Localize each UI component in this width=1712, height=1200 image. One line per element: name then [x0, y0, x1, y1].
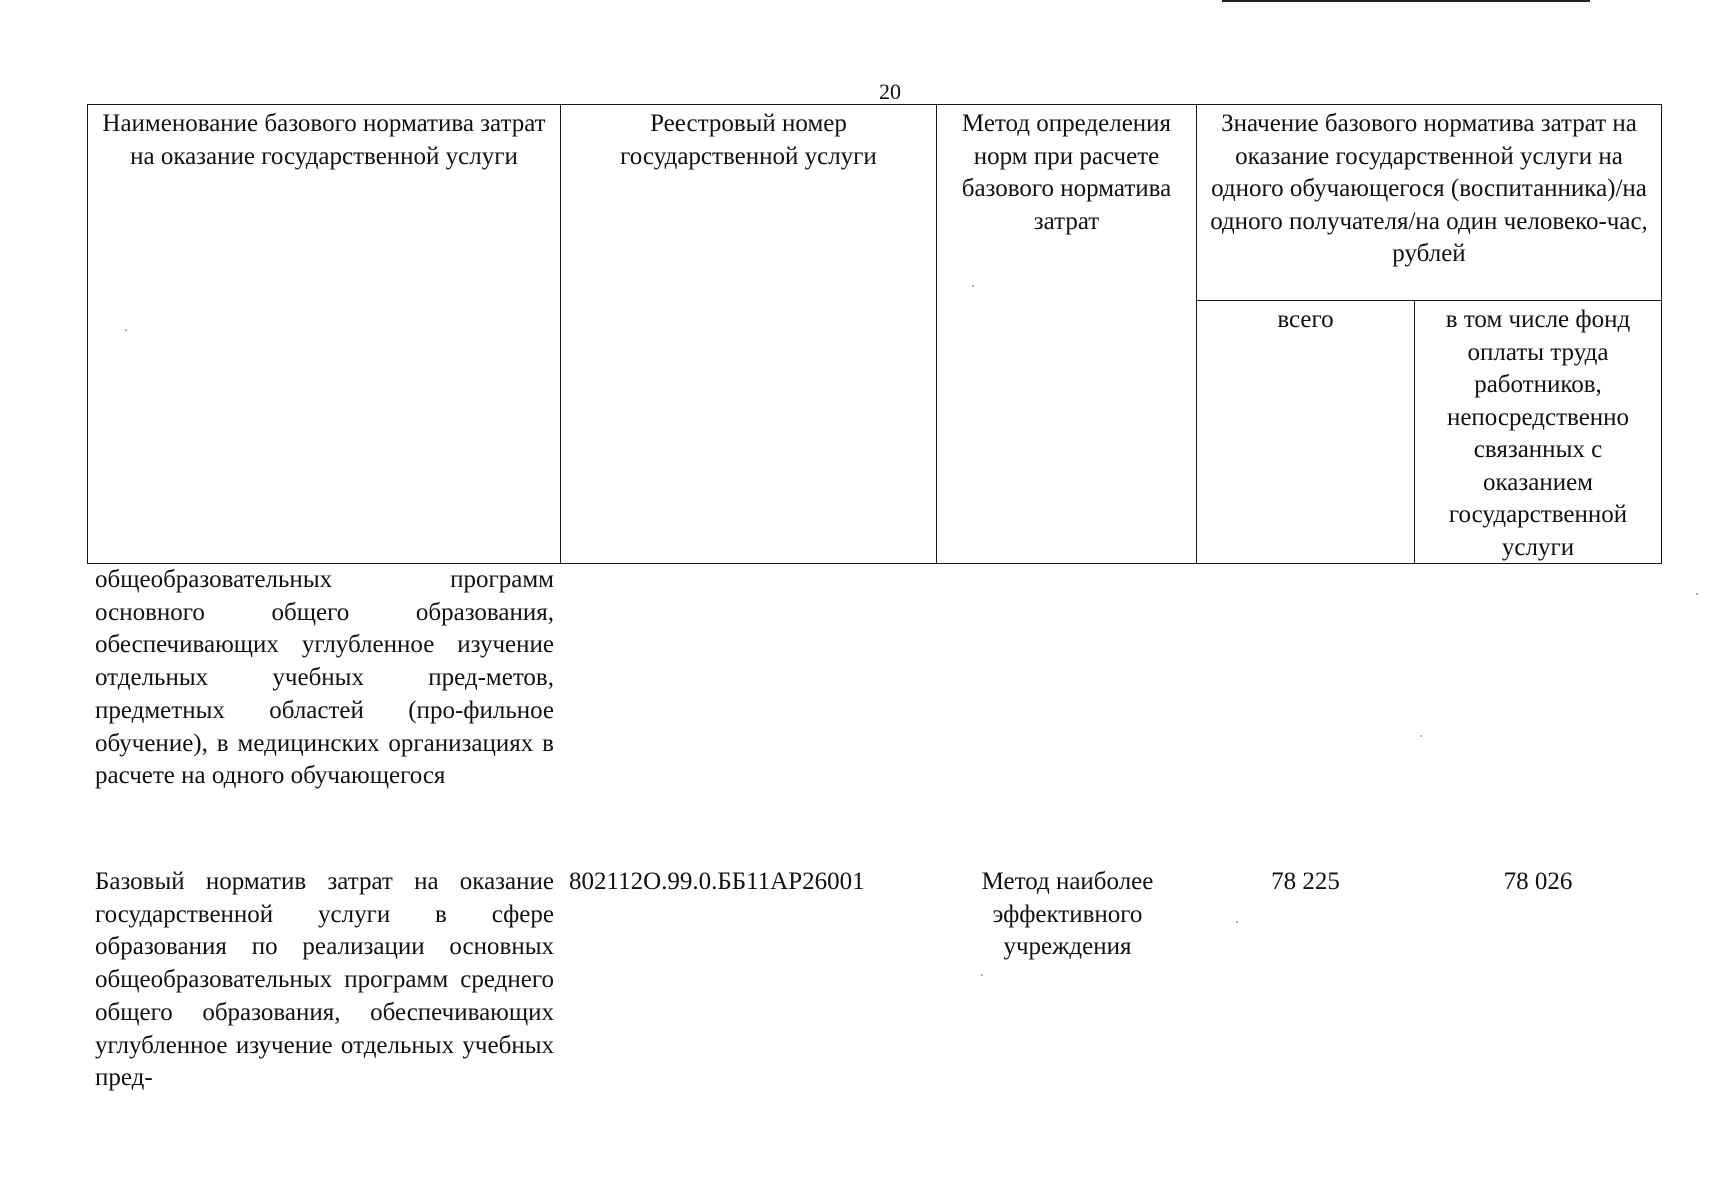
scan-speck	[1236, 921, 1238, 923]
header-registry: Реестровый номер государственной услуги	[560, 104, 937, 564]
row-2-registry: 802112О.99.0.ББ11АР26001	[569, 868, 865, 895]
header-method: Метод определения норм при расчете базового норматива затрат	[936, 104, 1197, 564]
row-2-total: 78 225	[1271, 868, 1340, 895]
scan-speck	[125, 329, 127, 331]
scan-speck	[981, 974, 983, 976]
header-total: всего	[1196, 300, 1415, 564]
header-value: Значение базового норматива затрат на оказание государственной услуги на одного обучающегося (воспитанника)/на одного получателя/на один человеко-час, рублей	[1196, 104, 1662, 301]
scan-speck	[1420, 735, 1422, 737]
header-payroll: в том числе фонд оплаты труда работников, непосредственно связанных с оказанием государственной услуги	[1414, 300, 1662, 564]
page-number: 20	[879, 79, 901, 104]
scan-speck	[972, 285, 974, 287]
scan-speck	[1696, 593, 1698, 595]
top-rule	[1222, 0, 1590, 2]
row-2-payroll: 78 026	[1503, 868, 1573, 895]
row-1-name: общеобразовательных программ основного общего образования, обеспечивающих углубленное изучение отдельных учебных пред-метов, предметных областей (про-фильное обучение), в медицинских организациях в расчете на одного обучающегося	[95, 566, 554, 790]
header-name: Наименование базового норматива затрат на оказание государственной услуги	[87, 104, 561, 564]
row-2-method: Метод наиболее эффективного учреждения	[981, 868, 1154, 961]
row-2-name: Базовый норматив затрат на оказание государственной услуги в сфере образования по реализации основных общеобразовательных программ среднего общего образования, обеспечивающих углубленное изучение отдельных учебных пред-	[95, 868, 554, 1092]
